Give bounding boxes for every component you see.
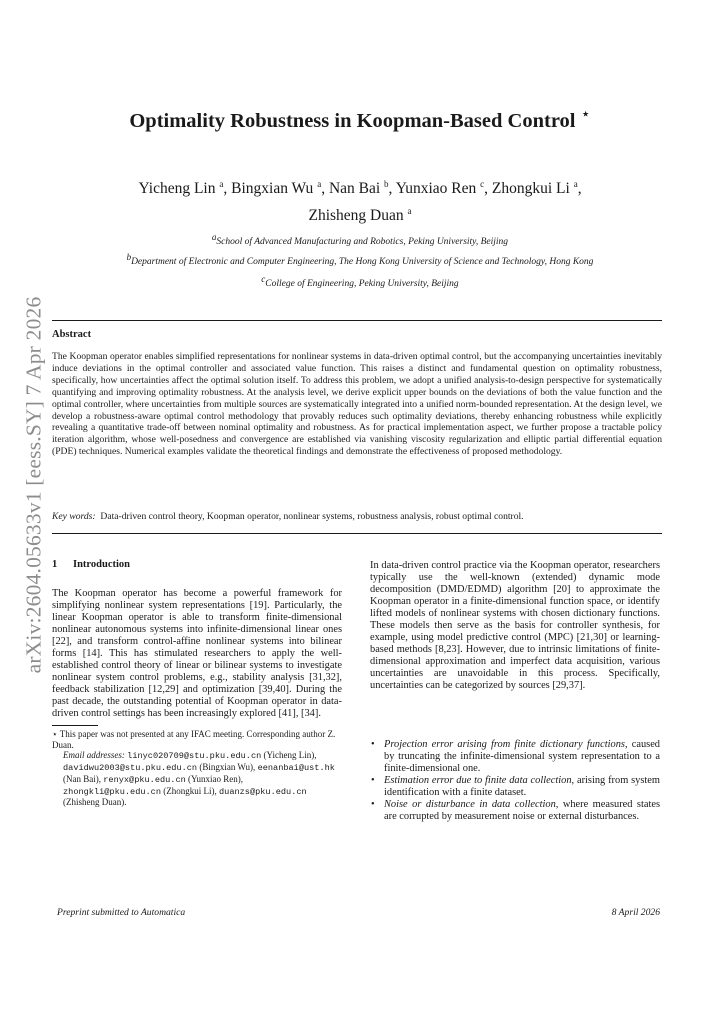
footnote-rule xyxy=(52,725,98,726)
paper-title: Optimality Robustness in Koopman-Based Control ⋆ xyxy=(129,106,591,132)
affiliation-a: $^a$School of Advanced Manufacturing and Robotics, Peking University, Beijing xyxy=(211,232,509,248)
author-list: Yicheng Lin $^a$, Bingxian Wu $^a$, Nan Bai $^b$, Yunxiao Ren $^c$, Zhongkui Li $^a$, Zhisheng Duan $^a$ xyxy=(138,179,582,225)
email-link[interactable]: zhongkli@pku.edu.cn xyxy=(63,786,161,797)
footnote: ⋆ This paper was not presented at any IFAC meeting. Corresponding author Z. Duan. Email addresses: linyc020709@stu.pku.edu.cn (Yicheng Lin), davidwu2003@stu.pku.edu.cn (Bingxian Wu), eenanbai@ust.hk (Nan Bai), renyx@pku.edu.cn (Yunxiao Ren), zhongkli@pku.edu.cn (Zhongkui Li), duanzs@pku.edu.cn (Zhisheng Duan). xyxy=(52,729,336,808)
email-link[interactable]: eenanbai@ust.hk xyxy=(257,763,335,774)
title-footnote-mark: ⋆ xyxy=(580,106,591,123)
list-item: • Noise or disturbance in data collection, where measured states are corrupted by measurement noise or external disturbances. xyxy=(371,799,661,822)
intro-right-paragraph: In data-driven control practice via the Koopman operator, researchers typically use the well-known (extended) dynamic mode decomposition (DMD/EDMD) algorithm [20] to approximate the Koopman operator in a finite-dimensional function space, or identify lifted models of nonlinear systems with chosen dictionary functions. These models then serve as the basis for controller synthesis, for example, using model predictive control (MPC) [21,30] or learning-based methods [8,23]. However, due to intrinsic limitations of finite-dimensional approximation and imperfect data acquisition, various uncertainties are unavoidable in this process. Specifically, uncertainties can be categorized by sources [29,37]. xyxy=(370,560,660,691)
email-link[interactable]: linyc020709@stu.pku.edu.cn xyxy=(127,751,262,762)
uncertainty-source-list xyxy=(370,739,660,823)
footer-date: 8 April 2026 xyxy=(611,907,660,918)
intro-left-paragraph: The Koopman operator has become a powerful framework for simplifying nonlinear system representations [19]. Particularly, the linear Koopman operator is able to transform finite-dimensional nonlinear autonomous systems into infinite-dimensional linear ones [22], and transform control-affine nonlinear systems into bilinear forms [14]. This has stimulated researchers to apply the well-established control theory of linear or bilinear systems to investigate nonlinear system control problems, e.g., stability analysis [31,32], feedback stabilization [12,29] and optimization [39,40]. During the past decade, the outstanding potential of Koopman operator in data-driven control settings has been increasingly explored [41], [34]. xyxy=(52,588,342,719)
arxiv-stamp: arXiv:2604.05633v1 [eess.SY] 7 Apr 2026 xyxy=(21,296,46,674)
abstract-body: The Koopman operator enables simplified representations for nonlinear systems in data-driven optimal control, but the accompanying uncertainties inevitably induce deviations in the optimal controller and associated value function. This raises a distinct and fundamental question on optimality robustness, specifically, how uncertainties affect the optimal solution itself. To address this problem, we adopt a unified analysis-to-design perspective for systematically quantifying and improving optimality robustness. At the analysis level, we derive explicit upper bounds on the deviations of both the value function and the optimal controller, where uncertainties from multiple sources are systematically integrated into a unified norm-bounded representation. At the design level, we develop a robustness-aware optimal control methodology that provably reduces such optimality deviations, thereby enhancing robustness while explicitly revealing a quantitative trade-off between nominal optimality and robustness. As for practical implementation aspect, we further propose a tractable policy iteration algorithm, whose well-posedness and convergence are established via vanishing viscosity regularization and elliptic partial differential equation (PDE) techniques. Numerical examples validate the theoretical findings and demonstrate the effectiveness of proposed methodology. xyxy=(52,351,662,458)
email-link[interactable]: davidwu2003@stu.pku.edu.cn xyxy=(63,763,198,774)
email-link[interactable]: duanzs@pku.edu.cn xyxy=(219,786,307,797)
abstract-top-rule xyxy=(52,320,662,321)
abstract-bottom-rule xyxy=(52,533,662,534)
section-heading: 1 Introduction xyxy=(52,559,130,570)
list-item: • Projection error arising from finite dictionary functions, caused by truncating the infinite-dimensional system representation to a finite-dimensional one. xyxy=(371,739,660,774)
list-item: • Estimation error due to finite data collection, arising from system identification with a finite dataset. xyxy=(371,775,661,798)
email-link[interactable]: renyx@pku.edu.cn xyxy=(103,774,186,785)
affiliation-c: $^c$College of Engineering, Peking University, Beijing xyxy=(261,274,459,290)
footer-preprint-note: Preprint submitted to Automatica xyxy=(57,907,186,918)
affiliation-b: $^b$Department of Electronic and Computer Engineering, The Hong Kong University of Science and Technology, Hong Kong xyxy=(126,252,594,268)
abstract-heading: Abstract xyxy=(52,329,92,340)
keywords: Key words: Data-driven control theory, Koopman operator, nonlinear systems, robustness analysis, robust optimal control. xyxy=(52,511,524,522)
